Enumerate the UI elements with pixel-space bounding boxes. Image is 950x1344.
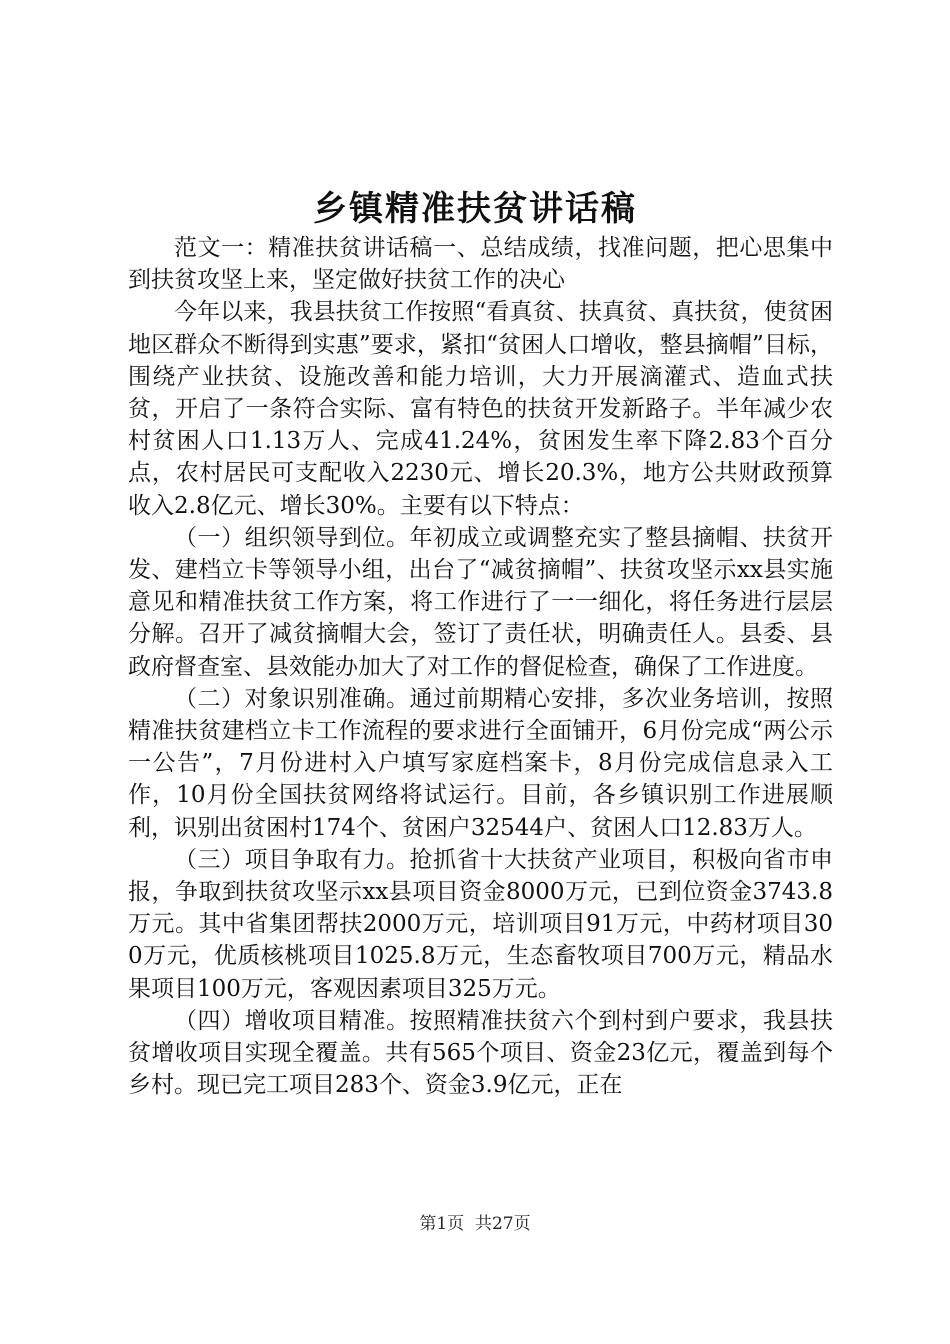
document-body [128,232,833,1101]
page-number-footer: 第1页 共27页 [419,1214,531,1234]
paragraph-projects: （三）项目争取有力。抢抓省十大扶贫产业项目，积极向省市申报，争取到扶贫攻坚示xx县项目资金8000万元，已到位资金3743.8万元。其中省集团帮扶2000万元，培训项目91万元，中药材项目300万元，优质核桃项目1025.8万元，生态畜牧项目700万元，精品水果项目100万元，客观因素项目325万元。 [128,846,833,1002]
paragraph-intro: 范文一：精准扶贫讲话稿一、总结成绩，找准问题，把心思集中到扶贫攻坚上来，坚定做好扶贫工作的决心 [128,235,833,294]
paragraph-organization: （一）组织领导到位。年初成立或调整充实了整县摘帽、扶贫开发、建档立卡等领导小组，出台了“减贫摘帽”、扶贫攻坚示xx县实施意见和精准扶贫工作方案，将工作进行了一一细化，将任务进行层层分解。召开了减贫摘帽大会，签订了责任状，明确责任人。县委、县政府督查室、县效能办加大了对工作的督促检查，确保了工作进度。 [128,524,833,680]
paragraph-income-projects: （四）增收项目精准。按照精准扶贫六个到村到户要求，我县扶贫增收项目实现全覆盖。共有565个项目、资金23亿元，覆盖到每个乡村。现已完工项目283个、资金3.9亿元，正在 [128,1007,833,1099]
document-title: 乡镇精准扶贫讲话稿 [313,189,637,229]
paragraph-summary: 今年以来，我县扶贫工作按照“看真贫、扶真贫、真扶贫，使贫困地区群众不断得到实惠”要求，紧扣“贫困人口增收，整县摘帽”目标，围绕产业扶贫、设施改善和能力培训，大力开展滴灌式、造血式扶贫，开启了一条符合实际、富有特色的扶贫开发新路子。半年减少农村贫困人口1.13万人、完成41.24%，贫困发生率下降2.83个百分点，农村居民可支配收入2230元、增长20.3%，地方公共财政预算收入2.8亿元、增长30%。主要有以下特点： [128,299,833,519]
paragraph-identification: （二）对象识别准确。通过前期精心安排，多次业务培训，按照精准扶贫建档立卡工作流程的要求进行全面铺开，6月份完成“两公示一公告”，7月份进村入户填写家庭档案卡，8月份完成信息录入工作，10月份全国扶贫网络将试运行。目前，各乡镇识别工作进展顺利，识别出贫困村174个、贫困户32544户、贫困人口12.83万人。 [128,685,833,841]
